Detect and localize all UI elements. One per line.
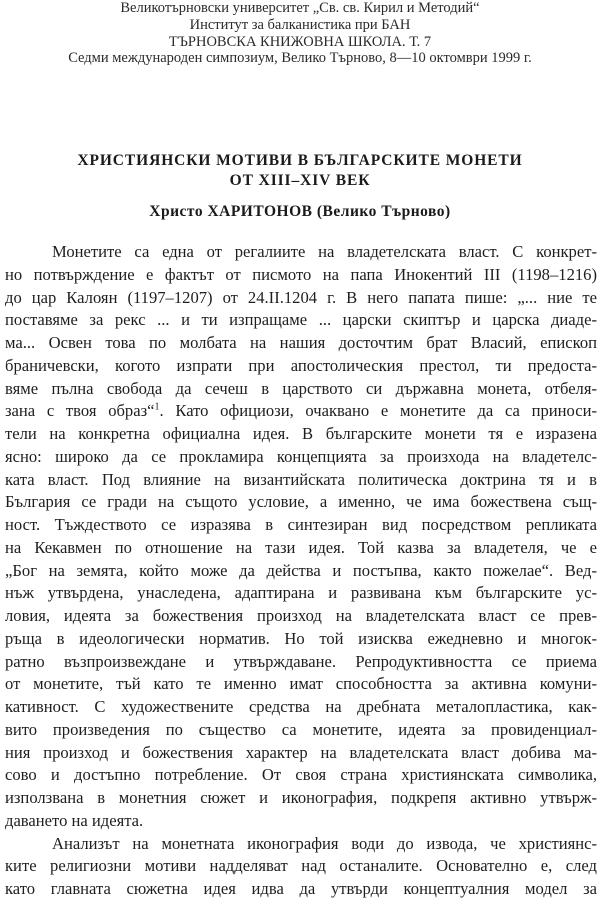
body-line: ратно възпроизвеждане и утвърждаване. Репродуктивността се приема	[5, 651, 597, 671]
title-line-2: ОТ XIII–XIV ВЕК	[229, 172, 371, 189]
body-line: сово и достъпно потребление. От своя страна християнската символика,	[5, 765, 597, 785]
body-line: до цар Калоян (1197–1207) от 24.II.1204 г. В него папата пише: „... ние те	[5, 287, 597, 307]
body-line: Анализът на монетната иконография води до извода, че християнс-	[52, 833, 597, 853]
body-line: Монетите са една от регалиите на владетелската власт. С конкрет-	[52, 242, 597, 261]
body-line: използвана в монетния сюжет и иконография, подкрепя активно утвърж-	[5, 788, 597, 807]
body-line: браничевски, когото изпрати при апостолическия престол, ти предоста-	[5, 355, 597, 375]
body-line: България се гради на същото условие, а именно, че има божествена същ-	[5, 492, 597, 512]
body-line: ловия, идеята за божествения произход на владетелската власт се прев-	[5, 606, 597, 625]
body-line: ките религиозни мотиви надделяват над останалите. Основателно е, след	[5, 856, 597, 876]
body-line: вяме пълна свобода да сечеш в царството си държавна монета, отбеля-	[5, 378, 597, 398]
series-line: ТЪРНОВСКА КНИЖОВНА ШКОЛА. Т. 7	[168, 33, 432, 50]
body-line: като главната сюжетна идея идва да утвърди концептуалния модел за	[5, 879, 597, 898]
university-line: Великотърновски университет „Св. св. Кирил и Методий“	[120, 0, 480, 16]
body-line: ност. Тъждеството се изразява в синтезиран вид посредством репликата	[5, 515, 597, 534]
article-body	[5, 241, 597, 901]
body-text: . Като официози, очаквано е монетите да са приноси-	[159, 401, 597, 421]
body-line: „Бог на земята, който може да действа и постъпва, както пожелае“. Вед-	[5, 560, 597, 580]
body-line: тели на конкретна официална идея. В българските монети тя е изразена	[5, 424, 597, 443]
body-line: вито произведения по същество са монетите, идеята за провиденциал-	[5, 719, 597, 739]
body-line: на Кекавмен по отношение на тази идея. Той казва за владетеля, че е	[5, 537, 597, 557]
body-line: ясно: широко да се прокламира концепцията за произхода на владетелс-	[5, 446, 597, 466]
body-text: зана с твоя образ“	[5, 401, 155, 421]
body-line: ката власт. Под влияние на византийската политическа доктрина тя и в	[5, 469, 597, 489]
body-line: кативност. С художествените средства на дребната металопластика, как-	[5, 697, 597, 716]
body-line: даването на идеята.	[5, 810, 144, 830]
institute-line: Институт за балканистика при БАН	[189, 16, 411, 33]
body-line: ръща в идеологически норматив. Но той изисква ежедневно и многок-	[5, 628, 597, 648]
symposium-line: Седми международен симпозиум, Велико Търново, 8—10 октомври 1999 г.	[68, 50, 532, 67]
body-line: нъж утвърдена, унаследена, адаптирана и развивана към българските ус-	[5, 583, 597, 603]
body-line	[5, 400, 597, 423]
footnote-ref[interactable]: 1	[154, 401, 160, 413]
article-title	[0, 151, 600, 191]
body-line: поставяме за рекс ... и ти изпращаме ... царски скиптър и царска диаде-	[5, 310, 597, 330]
body-line: ния произход и божествения характер на владетелската власт добива ма-	[5, 742, 597, 762]
body-line: но потвърждение е фактът от писмото на папа Инокентий III (1198–1216)	[5, 264, 597, 284]
article-author: Христо ХАРИТОНОВ (Велико Търново)	[149, 203, 451, 220]
title-line-1: ХРИСТИЯНСКИ МОТИВИ В БЪЛГАРСКИТЕ МОНЕТИ	[77, 152, 523, 169]
publication-header	[0, 0, 600, 67]
body-line: ма... Освен това по молбата на нашия досточтим брат Власий, епископ	[5, 333, 597, 352]
body-line: от монетите, тъй като те именно имат способността за активна комуни-	[5, 674, 597, 694]
